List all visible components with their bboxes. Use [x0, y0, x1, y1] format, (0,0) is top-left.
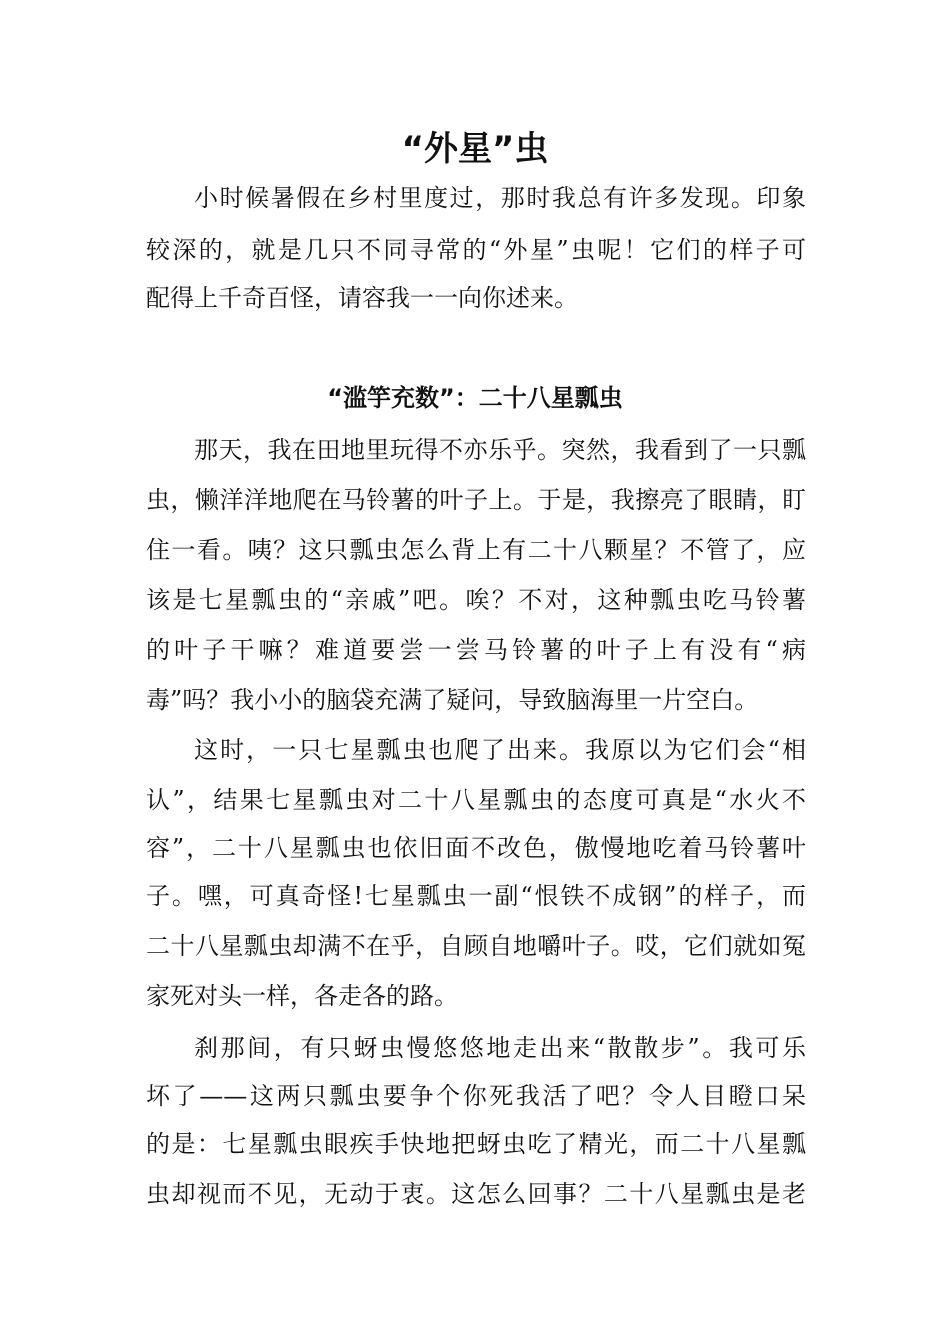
paragraph2-line: 家死对头一样，各走各的路。 — [146, 982, 458, 1010]
paragraph1-line: 毒”吗？我小小的脑袋充满了疑问，导致脑海里一片空白。 — [146, 686, 759, 714]
paragraph1-line: 那天，我在田地里玩得不亦乐乎。突然，我看到了一只瓢 — [194, 436, 806, 464]
paragraph3-line: 的是：七星瓢虫眼疾手快地把蚜虫吃了精光，而二十八星瓢 — [146, 1130, 806, 1158]
section-heading: “滥竽充数”：二十八星瓢虫 — [327, 384, 623, 412]
paragraph1-line: 住一看。咦？这只瓢虫怎么背上有二十八颗星？不管了，应 — [146, 536, 806, 564]
paragraph2-line: 子。嘿，可真奇怪!七星瓢虫一副“恨铁不成钢”的样子，而 — [146, 882, 806, 910]
paragraph1-line: 的叶子干嘛？难道要尝一尝马铃薯的叶子上有没有“病 — [146, 636, 806, 664]
paragraph2-line: 容”，二十八星瓢虫也依旧面不改色，傲慢地吃着马铃薯叶 — [146, 834, 806, 862]
intro-line: 小时候暑假在乡村里度过，那时我总有许多发现。印象 — [194, 184, 806, 212]
intro-line: 较深的，就是几只不同寻常的“外星”虫呢！它们的样子可 — [146, 236, 806, 264]
paragraph1-line: 该是七星瓢虫的“亲戚”吧。唉？不对，这种瓢虫吃马铃薯 — [146, 586, 806, 614]
paragraph3-line: 虫却视而不见，无动于衷。这怎么回事？二十八星瓢虫是老 — [146, 1180, 806, 1208]
paragraph3-line: 刹那间，有只蚜虫慢悠悠地走出来“散散步”。我可乐 — [194, 1034, 806, 1062]
paragraph3-line: 坏了——这两只瓢虫要争个你死我活了吧？令人目瞪口呆 — [146, 1082, 806, 1110]
document-title: “外星”虫 — [401, 129, 549, 169]
intro-line: 配得上千奇百怪，请容我一一向你述来。 — [146, 284, 578, 312]
paragraph1-line: 虫，懒洋洋地爬在马铃薯的叶子上。于是，我擦亮了眼睛，盯 — [146, 486, 806, 514]
paragraph2-line: 二十八星瓢虫却满不在乎，自顾自地嚼叶子。哎，它们就如冤 — [146, 932, 806, 960]
paragraph2-line: 认”，结果七星瓢虫对二十八星瓢虫的态度可真是“水火不 — [146, 786, 806, 814]
paragraph2-line: 这时，一只七星瓢虫也爬了出来。我原以为它们会“相 — [194, 736, 806, 764]
